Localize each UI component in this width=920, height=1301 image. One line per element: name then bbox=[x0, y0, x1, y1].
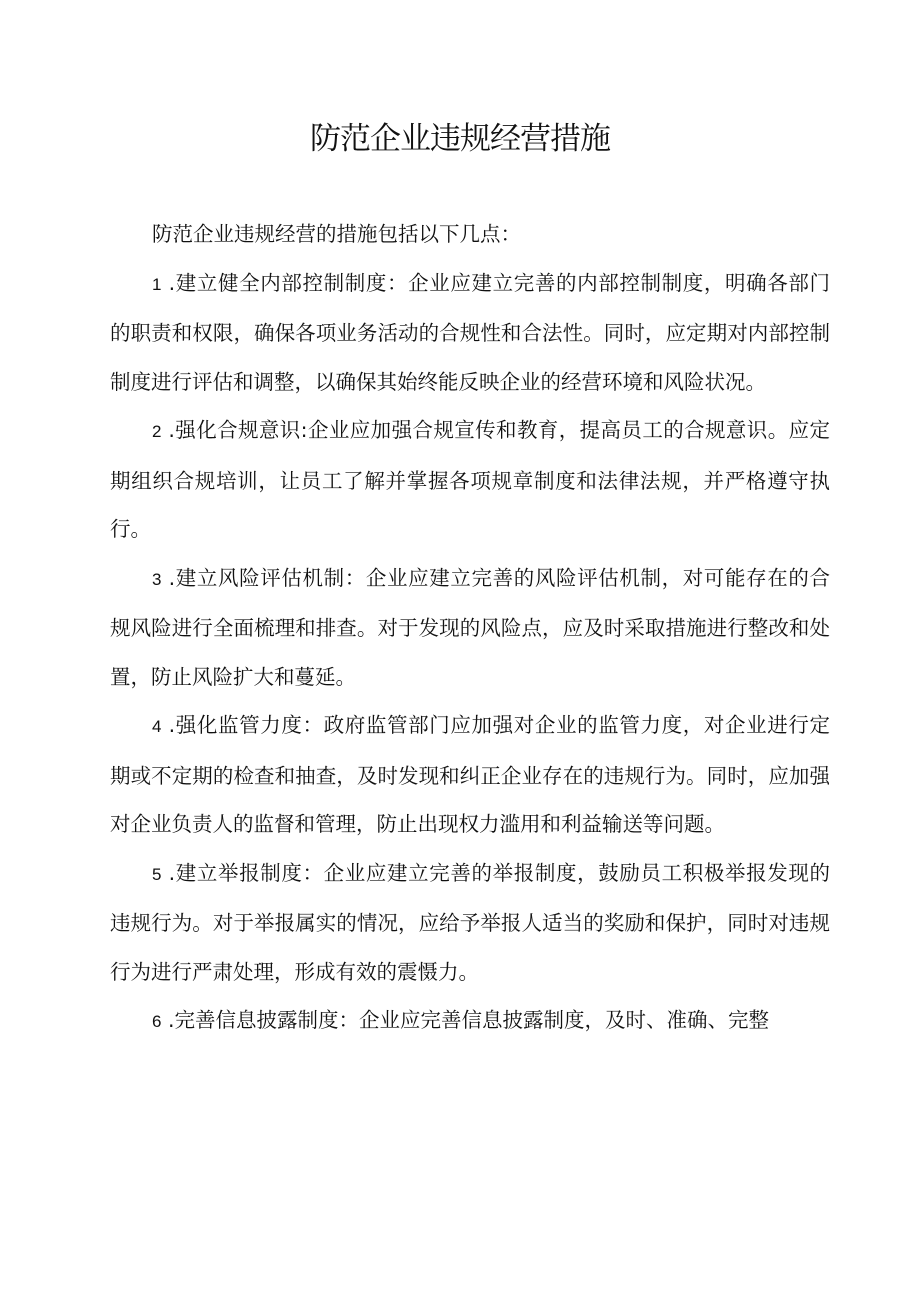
item-number: 4 bbox=[152, 717, 162, 736]
item-number: 2 bbox=[152, 422, 162, 441]
item-text: .建立健全内部控制制度：企业应建立完善的内部控制制度，明确各部门的职责和权限，确保各项业务活动的合规性和合法性。同时，应定期对内部控制制度进行评估和调整，以确保其始终能反映企业的经营环境和风险状况。 bbox=[110, 270, 830, 394]
list-item bbox=[110, 849, 830, 997]
item-number: 1 bbox=[152, 274, 162, 294]
list-item bbox=[110, 701, 830, 849]
item-number: 5 bbox=[152, 864, 162, 884]
item-text: .强化合规意识:企业应加强合规宣传和教育，提高员工的合规意识。应定期组织合规培训，让员工了解并掌握各项规章制度和法律法规，并严格遵守执行。 bbox=[110, 418, 830, 541]
document-title: 防范企业违规经营措施 bbox=[310, 121, 610, 157]
item-text: .强化监管力度：政府监管部门应加强对企业的监管力度，对企业进行定期或不定期的检查和抽查，及时发现和纠正企业存在的违规行为。同时，应加强对企业负责人的监督和管理，防止出现权力滥用和利益输送等问题。 bbox=[110, 713, 830, 836]
list-item bbox=[110, 406, 830, 554]
item-text: .建立举报制度：企业应建立完善的举报制度，鼓励员工积极举报发现的违规行为。对于举报属实的情况，应给予举报人适当的奖励和保护，同时对违规行为进行严肃处理，形成有效的震慑力。 bbox=[110, 860, 830, 984]
item-number: 3 bbox=[152, 569, 162, 589]
list-item bbox=[110, 259, 830, 407]
item-text: .完善信息披露制度：企业应完善信息披露制度，及时、准确、完整 bbox=[168, 1008, 770, 1032]
item-number: 6 bbox=[152, 1012, 162, 1031]
list-item bbox=[110, 996, 830, 1047]
list-item bbox=[110, 554, 830, 702]
item-text: .建立风险评估机制：企业应建立完善的风险评估机制，对可能存在的合规风险进行全面梳理和排查。对于发现的风险点，应及时采取措施进行整改和处置，防止风险扩大和蔓延。 bbox=[110, 565, 830, 689]
document-body bbox=[110, 210, 830, 1047]
intro-paragraph: 防范企业违规经营的措施包括以下几点： bbox=[152, 222, 521, 246]
